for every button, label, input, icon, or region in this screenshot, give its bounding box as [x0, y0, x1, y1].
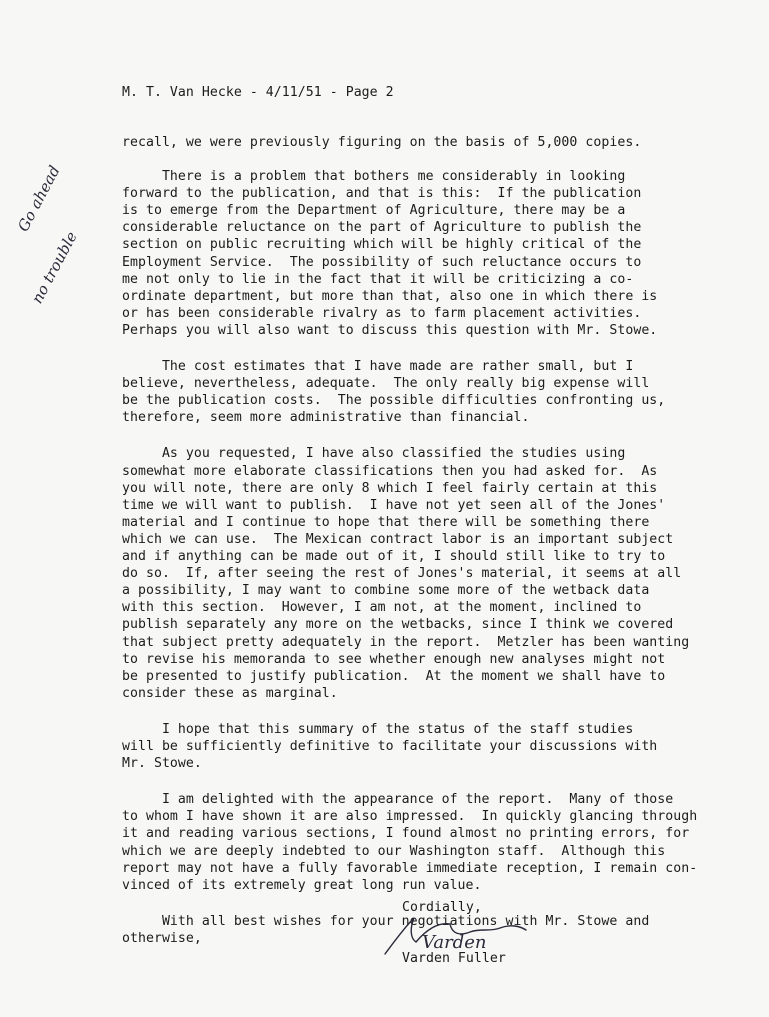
paragraph-line: forward to the publication, and that is this: If the publication [122, 186, 642, 202]
paragraph-line: to whom I have shown it are also impressed. In quickly glancing through [122, 809, 698, 825]
signature-text: Varden [422, 932, 487, 953]
paragraph-line: The cost estimates that I have made are rather small, but I [122, 359, 634, 374]
paragraph-line: As you requested, I have also classified the studies using [122, 446, 626, 462]
paragraph-line: Perhaps you will also want to discuss this question with Mr. Stowe. [122, 322, 658, 338]
paragraph-line: somewhat more elaborate classifications then you had asked for. As [122, 463, 658, 479]
paragraph-line: ordinate department, but more than that, also one in which there is [122, 288, 658, 304]
paragraph-line: Employment Service. The possibility of such reluctance occurs to [122, 254, 642, 270]
paragraph-line: be presented to justify publication. At the moment we shall have to [122, 668, 666, 684]
paragraph-line: section on public recruiting which will be highly critical of the [122, 237, 642, 253]
paragraph-line: with this section. However, I am not, at the moment, inclined to [122, 600, 642, 616]
paragraph-line: consider these as marginal. [122, 685, 338, 701]
paragraph-line: do so. If, after seeing the rest of Jones's material, it seems at all [122, 566, 682, 582]
paragraph-line: to revise his memoranda to see whether enough new analyses might not [122, 651, 666, 667]
paragraph-line: otherwise, [122, 930, 202, 946]
page-header: M. T. Van Hecke - 4/11/51 - Page 2 [122, 85, 394, 100]
paragraph-line: me not only to lie in the fact that it will be criticizing a co- [122, 271, 634, 287]
paragraph-line: I hope that this summary of the status of the staff studies [122, 721, 634, 737]
paragraph-line: therefore, seem more administrative than financial. [122, 410, 530, 426]
paragraph-line: report may not have a fully favorable immediate reception, I remain con- [122, 860, 698, 876]
paragraph-line: which we are deeply indebted to our Washington staff. Although this [122, 843, 666, 859]
paragraph-line: vinced of its extremely great long run value. [122, 877, 482, 893]
margin-note-line1: Go ahead [14, 162, 64, 235]
paragraph-line: or has been considerable rivalry as to farm placement activities. [122, 305, 642, 321]
signer-name: Varden Fuller [402, 951, 506, 966]
paragraph-line: publish separately any more on the wetbacks, since I think we covered [122, 617, 674, 633]
paragraph-line: There is a problem that bothers me considerably in looking [122, 169, 626, 184]
paragraph-line: considerable reluctance on the part of Agriculture to publish the [122, 220, 642, 236]
closing-salutation: Cordially, [402, 900, 482, 915]
paragraph-line: and if anything can be made out of it, I should still like to try to [122, 549, 666, 564]
paragraph-line: which we can use. The Mexican contract labor is an important subject [122, 531, 674, 547]
paragraph-line: be the publication costs. The possible difficulties confronting us, [122, 393, 666, 409]
paragraph-line: Mr. Stowe. [122, 756, 202, 772]
paragraph-line: I am delighted with the appearance of the report. Many of those [122, 792, 674, 808]
paragraph-line: believe, nevertheless, adequate. The only really big expense will [122, 376, 650, 392]
margin-note-line2: no trouble [28, 228, 81, 307]
paragraph-line: time we will want to publish. I have not yet seen all of the Jones' [122, 497, 666, 513]
paragraph-line: you will note, there are only 8 which I feel fairly certain at this [122, 480, 658, 496]
paragraph-line: it and reading various sections, I found almost no printing errors, for [122, 826, 690, 842]
paragraph-line: that subject pretty adequately in the report. Metzler has been wanting [122, 634, 690, 650]
paragraph-line: will be sufficiently definitive to facilitate your discussions with [122, 739, 658, 754]
paragraph-line: With all best wishes for your negotiations with Mr. Stowe and [122, 913, 650, 929]
paragraph-line: a possibility, I may want to combine some more of the wetback data [122, 583, 650, 599]
paragraph-line: material and I continue to hope that there will be something there [122, 514, 650, 530]
paragraph-line: is to emerge from the Department of Agriculture, there may be a [122, 203, 626, 219]
paragraph-line: recall, we were previously figuring on the basis of 5,000 copies. [122, 135, 642, 150]
